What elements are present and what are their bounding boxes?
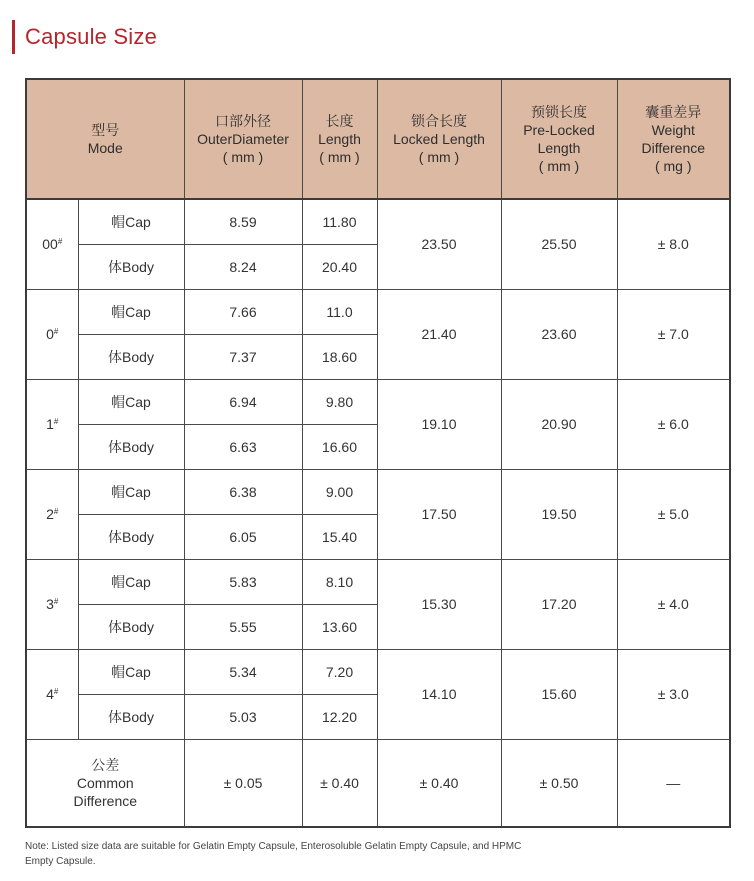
header-model: 型号 Mode — [26, 79, 184, 199]
locked-length: 19.10 — [377, 379, 501, 469]
body-length: 15.40 — [302, 514, 377, 559]
cap-outer-diameter: 6.38 — [184, 469, 302, 514]
body-label: 体Body — [78, 514, 184, 559]
body-length: 16.60 — [302, 424, 377, 469]
locked-length: 15.30 — [377, 559, 501, 649]
table-row — [26, 199, 730, 244]
body-label: 体Body — [78, 604, 184, 649]
size-cell: 4# — [26, 649, 78, 739]
page-title: Capsule Size — [25, 24, 158, 49]
body-label: 体Body — [78, 334, 184, 379]
cap-label: 帽Cap — [78, 469, 184, 514]
size-cell: 0# — [26, 289, 78, 379]
locked-length: 17.50 — [377, 469, 501, 559]
body-label: 体Body — [78, 244, 184, 289]
size-cell: 2# — [26, 469, 78, 559]
locked-length: 23.50 — [377, 199, 501, 289]
tolerance-outer-diameter: ± 0.05 — [184, 739, 302, 827]
body-length: 18.60 — [302, 334, 377, 379]
body-outer-diameter: 6.63 — [184, 424, 302, 469]
header-weight-difference: 囊重差异 Weight Difference ( mg ) — [617, 79, 730, 199]
table-row — [26, 469, 730, 514]
cap-length: 8.10 — [302, 559, 377, 604]
pre-locked-length: 19.50 — [501, 469, 617, 559]
cap-label: 帽Cap — [78, 649, 184, 694]
size-cell: 3# — [26, 559, 78, 649]
table-row — [26, 379, 730, 424]
cap-outer-diameter: 6.94 — [184, 379, 302, 424]
table-row — [26, 559, 730, 604]
footnote: Note: Listed size data are suitable for Gelatin Empty Capsule, Enterosoluble Gelatin Empty Capsule, and HPMC Empty Capsule. — [25, 841, 522, 867]
cap-length: 7.20 — [302, 649, 377, 694]
table-row — [26, 649, 730, 694]
body-label: 体Body — [78, 694, 184, 739]
table-row — [26, 289, 730, 334]
title-accent-bar — [12, 20, 15, 54]
cap-outer-diameter: 8.59 — [184, 199, 302, 244]
cap-outer-diameter: 5.83 — [184, 559, 302, 604]
capsule-size-table — [25, 78, 731, 828]
tolerance-length: ± 0.40 — [302, 739, 377, 827]
cap-length: 9.00 — [302, 469, 377, 514]
cap-label: 帽Cap — [78, 559, 184, 604]
locked-length: 14.10 — [377, 649, 501, 739]
cap-length: 11.0 — [302, 289, 377, 334]
tolerance-pre-locked-length: ± 0.50 — [501, 739, 617, 827]
weight-difference: ± 4.0 — [617, 559, 730, 649]
cap-outer-diameter: 5.34 — [184, 649, 302, 694]
weight-difference: ± 5.0 — [617, 469, 730, 559]
body-length: 12.20 — [302, 694, 377, 739]
cap-length: 9.80 — [302, 379, 377, 424]
cap-label: 帽Cap — [78, 199, 184, 244]
cap-length: 11.80 — [302, 199, 377, 244]
weight-difference: ± 7.0 — [617, 289, 730, 379]
weight-difference: ± 6.0 — [617, 379, 730, 469]
header-outer-diameter: 口部外径 OuterDiameter ( mm ) — [184, 79, 302, 199]
pre-locked-length: 25.50 — [501, 199, 617, 289]
body-outer-diameter: 5.55 — [184, 604, 302, 649]
tolerance-weight-difference: — — [617, 739, 730, 827]
pre-locked-length: 17.20 — [501, 559, 617, 649]
size-cell: 00# — [26, 199, 78, 289]
body-outer-diameter: 5.03 — [184, 694, 302, 739]
pre-locked-length: 20.90 — [501, 379, 617, 469]
body-length: 13.60 — [302, 604, 377, 649]
tolerance-row — [26, 739, 730, 827]
body-outer-diameter: 7.37 — [184, 334, 302, 379]
size-cell: 1# — [26, 379, 78, 469]
body-length: 20.40 — [302, 244, 377, 289]
locked-length: 21.40 — [377, 289, 501, 379]
header-locked-length: 锁合长度 Locked Length ( mm ) — [377, 79, 501, 199]
weight-difference: ± 8.0 — [617, 199, 730, 289]
table-header-row — [26, 79, 730, 199]
cap-label: 帽Cap — [78, 289, 184, 334]
cap-outer-diameter: 7.66 — [184, 289, 302, 334]
tolerance-locked-length: ± 0.40 — [377, 739, 501, 827]
header-length: 长度 Length ( mm ) — [302, 79, 377, 199]
tolerance-label: 公差 Common Difference — [26, 739, 184, 827]
header-pre-locked-length: 预锁长度 Pre-Locked Length ( mm ) — [501, 79, 617, 199]
pre-locked-length: 23.60 — [501, 289, 617, 379]
title-block — [12, 20, 157, 54]
pre-locked-length: 15.60 — [501, 649, 617, 739]
body-outer-diameter: 8.24 — [184, 244, 302, 289]
weight-difference: ± 3.0 — [617, 649, 730, 739]
body-outer-diameter: 6.05 — [184, 514, 302, 559]
body-label: 体Body — [78, 424, 184, 469]
cap-label: 帽Cap — [78, 379, 184, 424]
